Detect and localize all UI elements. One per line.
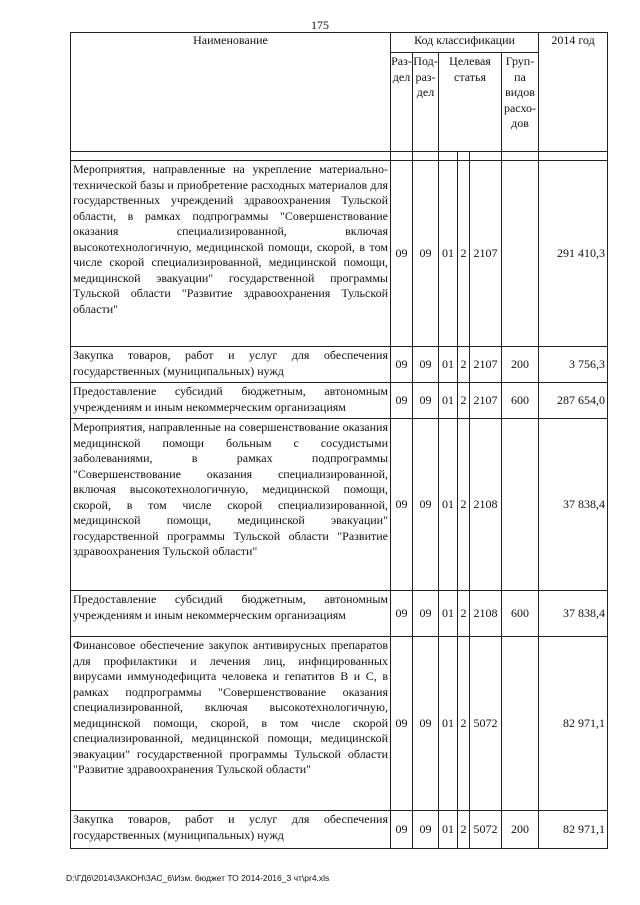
row-cs1: 01 [439,811,458,849]
row-name: Мероприятия, направленные на укрепление материально-технической базы и приобретение расходных материалов для государственных учреждений здравоохранения Тульской области, в рамках подпрограммы "Совершенствование оказания специализированной, включая высокотехнологичную, медицинской помощи, скорой, в том числе скорой специализированной, медицинской помощи, медицинской эвакуации" государственной программы Тульской области "Развитие здравоохранения Тульской области" [71,161,391,347]
header-gruppa: Груп- па видов расхо- дов [502,53,539,152]
row-vid [502,637,539,811]
row-cs3: 5072 [470,811,502,849]
header-year: 2014 год [539,33,608,152]
table-row [71,347,608,383]
row-vid [502,419,539,591]
row-vid: 600 [502,591,539,637]
budget-table [70,32,608,849]
row-podrazdel: 09 [413,383,439,419]
row-amount: 37 838,4 [539,591,608,637]
row-name: Закупка товаров, работ и услуг для обеспечения государственных (муниципальных) нужд [71,811,391,849]
row-cs1: 01 [439,347,458,383]
row-razdel: 09 [391,161,413,347]
row-vid: 600 [502,383,539,419]
row-amount: 82 971,1 [539,637,608,811]
row-razdel: 09 [391,637,413,811]
row-podrazdel: 09 [413,637,439,811]
header-name: Наименование [71,33,391,152]
row-razdel: 09 [391,419,413,591]
row-podrazdel: 09 [413,591,439,637]
row-podrazdel: 09 [413,419,439,591]
spacer-row [71,152,608,161]
row-cs3: 2108 [470,419,502,591]
header-podrazdel: Под- раз- дел [413,53,439,152]
row-razdel: 09 [391,347,413,383]
row-amount: 3 756,3 [539,347,608,383]
row-cs2: 2 [458,161,470,347]
row-amount: 287 654,0 [539,383,608,419]
row-cs2: 2 [458,347,470,383]
row-cs1: 01 [439,383,458,419]
row-cs1: 01 [439,637,458,811]
table-row [71,383,608,419]
row-cs3: 2107 [470,383,502,419]
header-tselevaya: Целевая статья [439,53,502,152]
row-cs2: 2 [458,383,470,419]
row-name: Предоставление субсидий бюджетным, автономным учреждениям и иным некоммерческим организациям [71,383,391,419]
row-amount: 291 410,3 [539,161,608,347]
row-podrazdel: 09 [413,161,439,347]
row-amount: 37 838,4 [539,419,608,591]
row-name: Мероприятия, направленные на совершенствование оказания медицинской помощи больным с сосудистыми заболеваниями, в рамках подпрограммы "Совершенствование оказания специализированной, включая высокотехнологичную, медицинской помощи, скорой, в том числе скорой специализированной, медицинской помощи, медицинской эвакуации" государственной программы Тульской области "Развитие здравоохранения Тульской области" [71,419,391,591]
page-number: 175 [311,18,329,32]
table-row [71,637,608,811]
table-row [71,161,608,347]
row-cs3: 2107 [470,347,502,383]
table-row [71,811,608,849]
row-razdel: 09 [391,383,413,419]
row-cs2: 2 [458,419,470,591]
file-path-footer: D:\ГД6\2014\ЗАКОН\ЗАС_6\Изм. бюджет ТО 2014-2016_3 чт\pr4.xls [66,873,330,883]
header-razdel: Раз- дел [391,53,413,152]
row-vid: 200 [502,347,539,383]
row-cs3: 5072 [470,637,502,811]
row-amount: 82 971,1 [539,811,608,849]
row-cs1: 01 [439,161,458,347]
row-cs2: 2 [458,811,470,849]
row-vid [502,161,539,347]
header-row-1 [71,33,608,53]
row-podrazdel: 09 [413,811,439,849]
row-razdel: 09 [391,591,413,637]
row-cs1: 01 [439,591,458,637]
table-row [71,419,608,591]
row-name: Закупка товаров, работ и услуг для обеспечения государственных (муниципальных) нужд [71,347,391,383]
row-cs1: 01 [439,419,458,591]
row-cs3: 2108 [470,591,502,637]
row-cs2: 2 [458,637,470,811]
row-vid: 200 [502,811,539,849]
row-cs2: 2 [458,591,470,637]
row-name: Финансовое обеспечение закупок антивирусных препаратов для профилактики и лечения лиц, инфицированных вирусами иммунодефицита человека и гепатитов В и С, в рамках подпрограммы "Совершенствование оказания специализированной, включая высокотехнологичную, медицинской помощи, скорой, в том числе скорой специализированной, медицинской помощи, медицинской эвакуации" государственной программы Тульской области "Развитие здравоохранения Тульской области" [71,637,391,811]
row-razdel: 09 [391,811,413,849]
table-row [71,591,608,637]
row-cs3: 2107 [470,161,502,347]
header-code-group: Код классификации [391,33,539,53]
row-name: Предоставление субсидий бюджетным, автономным учреждениям и иным некоммерческим организациям [71,591,391,637]
row-podrazdel: 09 [413,347,439,383]
